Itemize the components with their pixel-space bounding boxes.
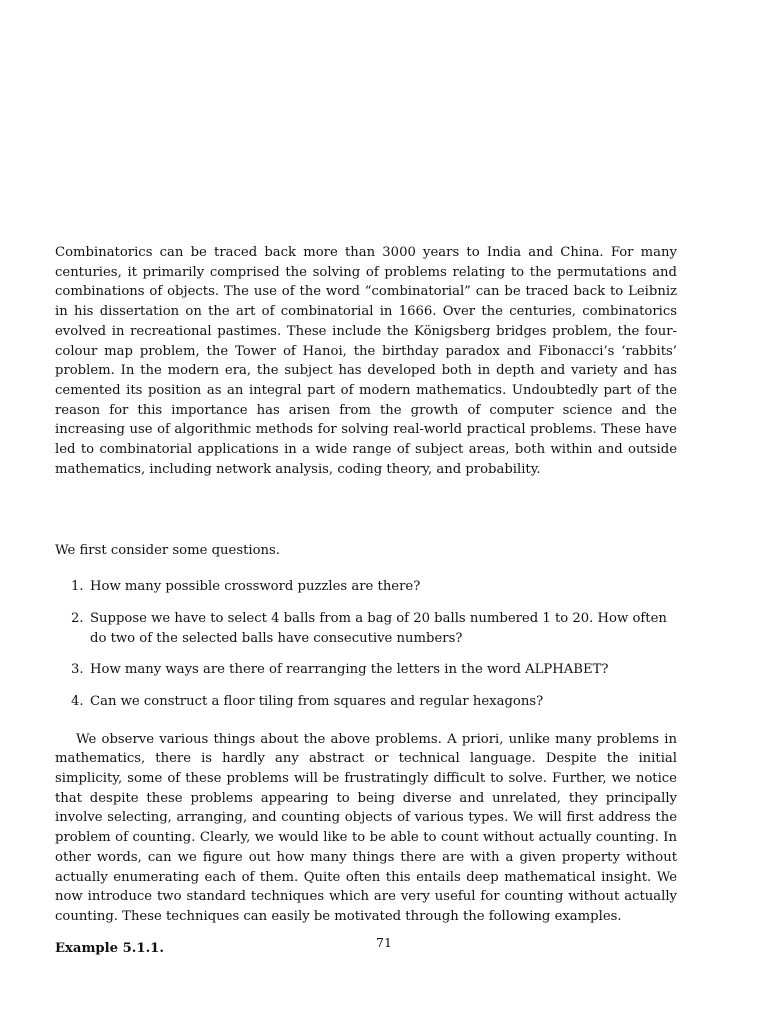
- list-item-text: How many ways are there of rearranging the letters in the word ALPHABET?: [90, 662, 609, 678]
- list-item: [55, 660, 677, 680]
- list-item: [55, 692, 677, 712]
- questions-lead: We first consider some questions.: [55, 543, 281, 559]
- list-item-text: How many possible crossword puzzles are there?: [90, 579, 421, 595]
- observation-paragraph: We observe various things about the above problems. A priori, unlike many problems in mathematics, there is hardly any abstract or technical language. Despite the initial simplicity, some of these problems will be frustratingly difficult to solve. Further, we notice that despite these problems appearing to being diverse and unrelated, they principally involve selecting, arranging, and counting objects of various types. We will first address the problem of counting. Clearly, we would like to be able to count without actually counting. In other words, can we figure out how many things there are with a given property without actually enumerating each of them. Quite often this entails deep mathematical insight. We now introduce two standard techniques which are very useful for counting without actually counting. These techniques can easily be motivated through the following examples.: [55, 731, 677, 924]
- list-item-number: 2.: [71, 610, 84, 626]
- list-item-number: 3.: [71, 662, 84, 678]
- intro-paragraph: Combinatorics can be traced back more than 3000 years to India and China. For many centuries, it primarily comprised the solving of problems relating to the permutations and combinations of objects. The use of the word “combinatorial” can be traced back to Leibniz in his dissertation on the art of combinatorial in 1666. Over the centuries, combinatorics evolved in recreational pastimes. These include the Königsberg bridges problem, the four-colour map problem, the Tower of Hanoi, the birthday paradox and Fibonacci’s ‘rabbits’ problem. In the modern era, the subject has developed both in depth and variety and has cemented its position as an integral part of modern mathematics. Undoubtedly part of the reason for this importance has arisen from the growth of computer science and the increasing use of algorithmic methods for solving real-world practical problems. These have led to combinatorial applications in a wide range of subject areas, both within and outside mathematics, including network analysis, coding theory, and probability.: [55, 245, 677, 477]
- page-content: [55, 243, 677, 958]
- list-item: [55, 577, 677, 597]
- list-item-number: 4.: [71, 693, 84, 709]
- list-item-number: 1.: [71, 579, 84, 595]
- list-item-text: Suppose we have to select 4 balls from a bag of 20 balls numbered 1 to 20. How often do two of the selected balls have consecutive numbers?: [90, 610, 667, 646]
- list-item-text: Can we construct a floor tiling from squares and regular hexagons?: [90, 693, 544, 709]
- page-number: 71: [376, 935, 392, 950]
- list-item: [55, 609, 677, 648]
- example-heading: Example 5.1.1.: [55, 940, 164, 956]
- question-list: [55, 577, 677, 712]
